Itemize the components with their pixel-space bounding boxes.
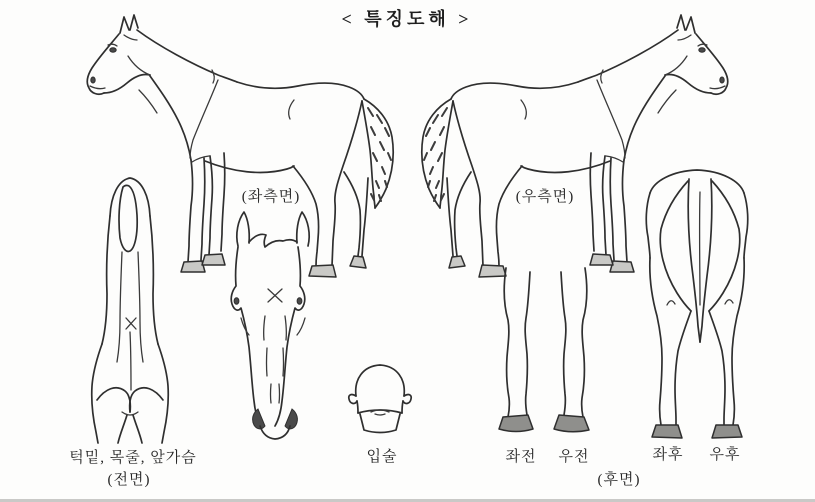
horse-left-side-drawing — [87, 15, 393, 277]
label-lips: 입술 — [366, 449, 398, 465]
label-right-side-view: (우측면) — [515, 189, 575, 205]
label-rear-view: (후면) — [597, 472, 641, 488]
horse-forelegs-drawing — [499, 268, 589, 432]
page-title: < 특징도해 > — [341, 9, 473, 29]
label-left-foreleg: 좌전 — [505, 449, 537, 465]
label-left-side-view: (좌측면) — [241, 189, 301, 205]
label-right-hindleg: 우후 — [709, 447, 741, 463]
label-left-hindleg: 좌후 — [652, 447, 684, 463]
horse-head-front-drawing — [231, 212, 309, 439]
horse-front-chest-drawing — [92, 178, 169, 443]
horse-lips-drawing — [349, 365, 411, 433]
label-front-view: (전면) — [107, 472, 151, 488]
label-right-foreleg: 우전 — [558, 449, 590, 465]
horse-right-side-drawing — [422, 15, 728, 277]
horse-rear-drawing — [646, 170, 747, 438]
label-front-parts: 턱밑, 목줄, 앞가슴 — [69, 450, 197, 466]
